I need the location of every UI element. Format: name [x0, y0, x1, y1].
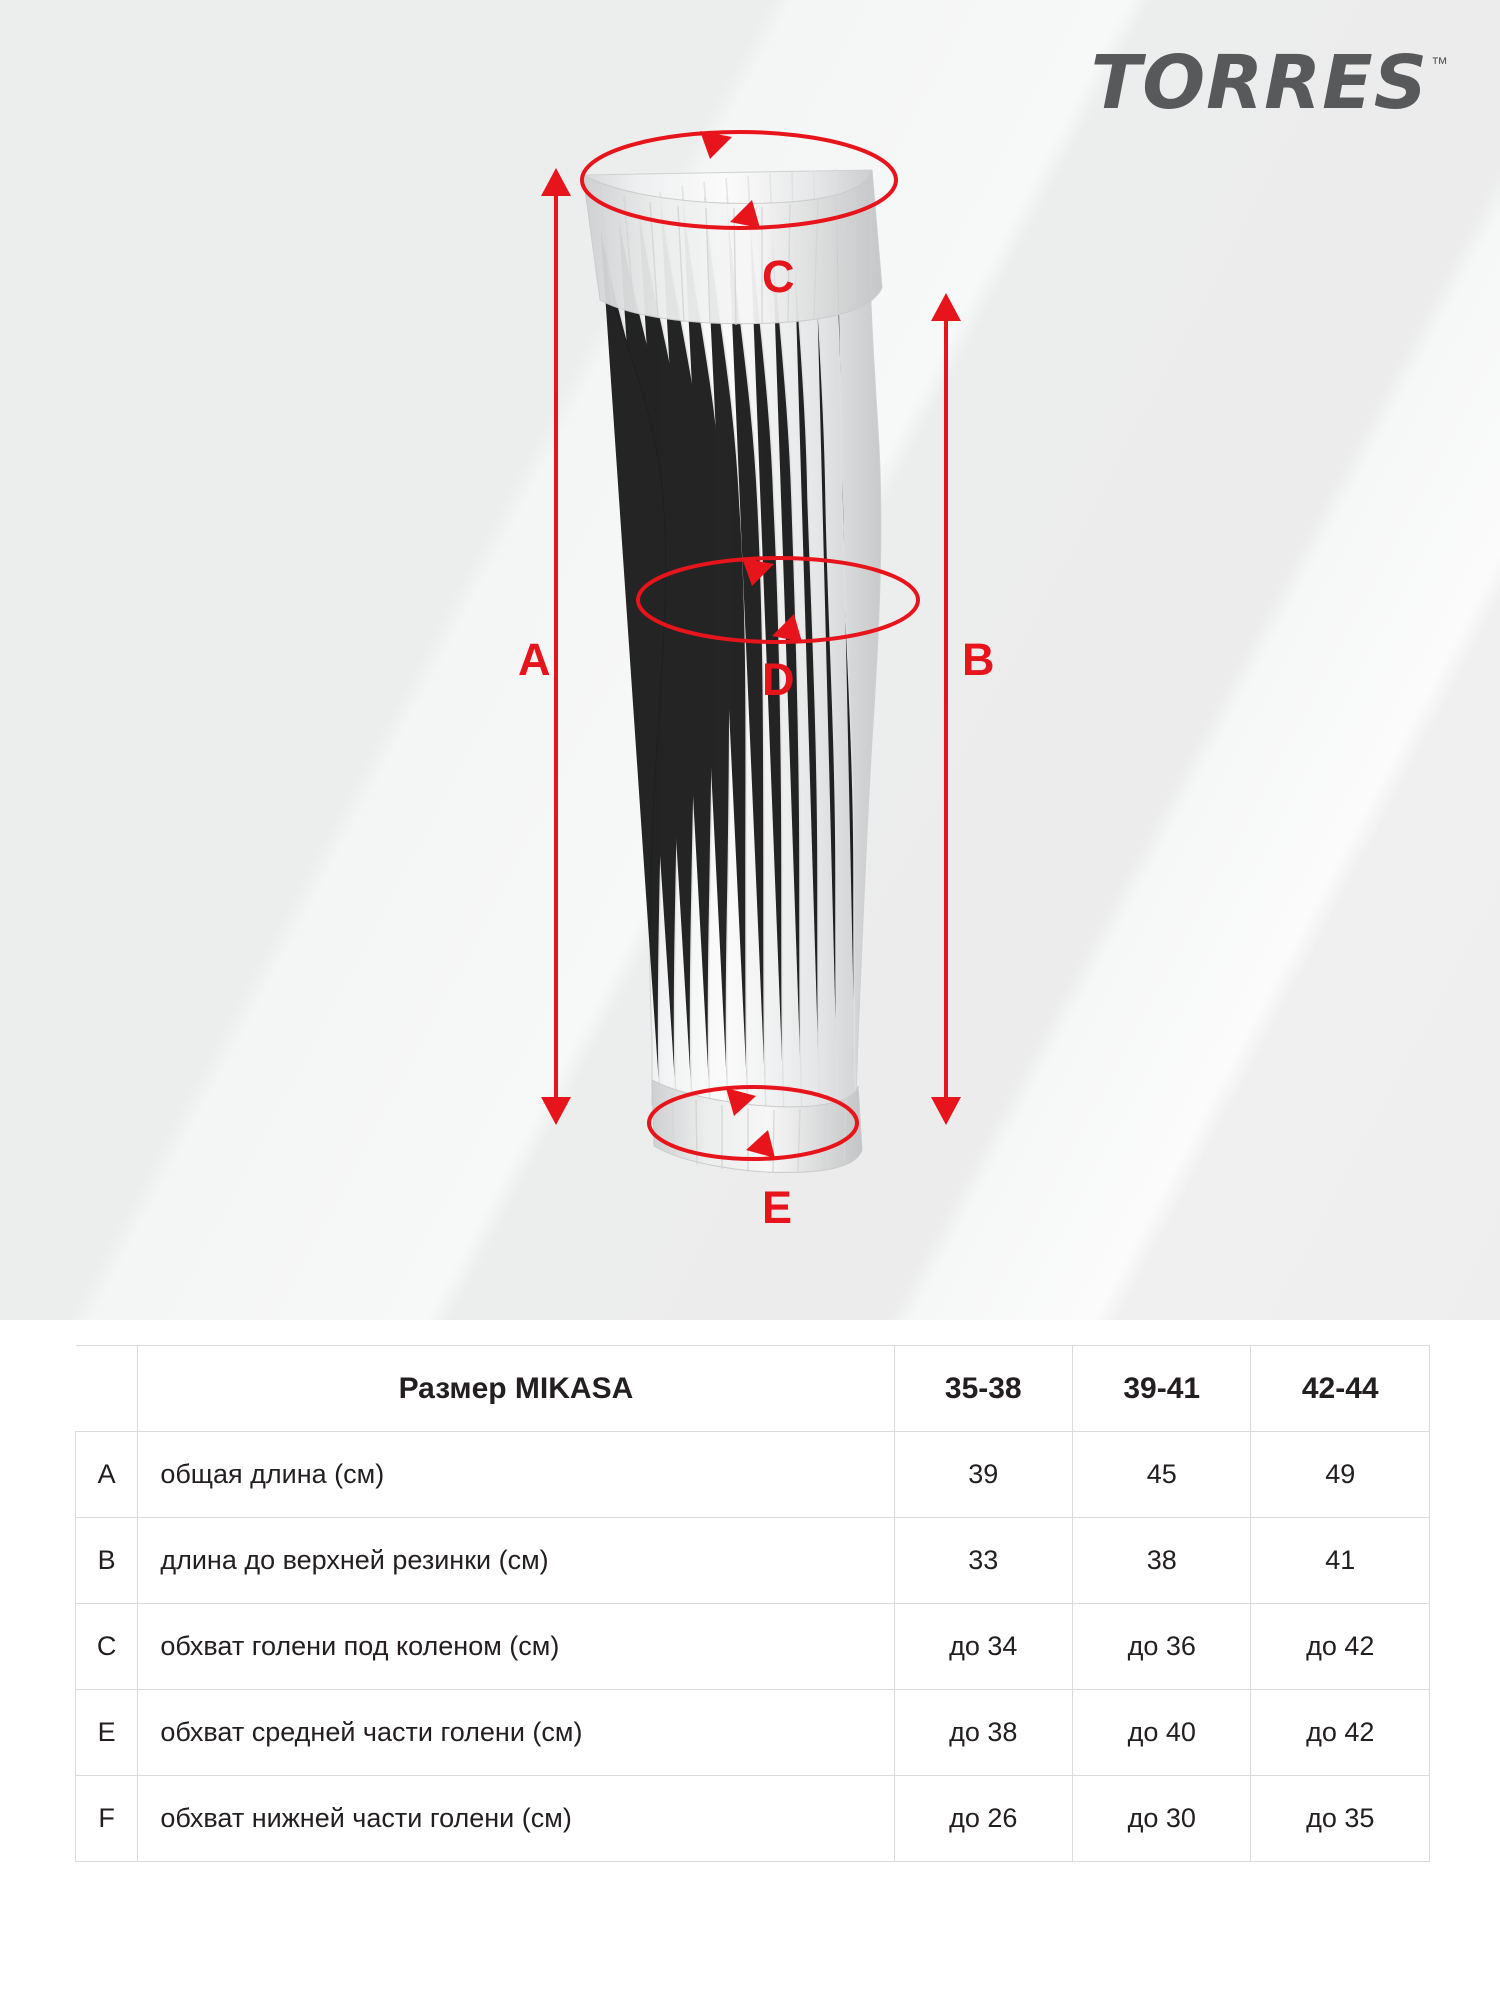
size-table	[75, 1345, 1430, 1862]
trademark-symbol: ™	[1431, 54, 1448, 73]
row-value-2: 45	[1073, 1432, 1251, 1518]
dimension-label-c: C	[762, 251, 795, 302]
header-title-cell: Размер MIKASA	[138, 1346, 894, 1432]
row-key: A	[76, 1432, 138, 1518]
row-value-2: 38	[1073, 1518, 1251, 1604]
row-key: F	[76, 1776, 138, 1862]
table-row	[76, 1432, 1430, 1518]
table-row	[76, 1776, 1430, 1862]
header-size-1: 35-38	[894, 1346, 1072, 1432]
dimension-line-b	[931, 293, 961, 1125]
row-key: C	[76, 1604, 138, 1690]
row-value-1: 39	[894, 1432, 1072, 1518]
dimension-label-a: A	[518, 634, 551, 685]
row-value-1: до 38	[894, 1690, 1072, 1776]
row-value-2: до 36	[1073, 1604, 1251, 1690]
row-key: E	[76, 1690, 138, 1776]
row-desc: длина до верхней резинки (см)	[138, 1518, 894, 1604]
row-value-2: до 40	[1073, 1690, 1251, 1776]
row-value-1: до 26	[894, 1776, 1072, 1862]
header-key-cell	[76, 1346, 138, 1432]
row-value-1: 33	[894, 1518, 1072, 1604]
table-row	[76, 1604, 1430, 1690]
row-value-2: до 30	[1073, 1776, 1251, 1862]
row-value-3: до 35	[1251, 1776, 1430, 1862]
row-desc: общая длина (см)	[138, 1432, 894, 1518]
row-desc: обхват голени под коленом (см)	[138, 1604, 894, 1690]
logo-wordmark: TORRES	[1090, 40, 1428, 126]
row-value-3: до 42	[1251, 1690, 1430, 1776]
row-key: B	[76, 1518, 138, 1604]
table-header-row	[76, 1346, 1430, 1432]
row-desc: обхват средней части голени (см)	[138, 1690, 894, 1776]
dimension-label-e: E	[762, 1182, 793, 1233]
size-table-area	[0, 1320, 1500, 2000]
dimension-label-b: B	[962, 634, 995, 685]
header-size-3: 42-44	[1251, 1346, 1430, 1432]
row-desc: обхват нижней части голени (см)	[138, 1776, 894, 1862]
table-row	[76, 1690, 1430, 1776]
dimension-label-d: D	[762, 654, 795, 705]
row-value-1: до 34	[894, 1604, 1072, 1690]
sock-body	[583, 169, 882, 1173]
row-value-3: 49	[1251, 1432, 1430, 1518]
row-value-3: до 42	[1251, 1604, 1430, 1690]
table-row	[76, 1518, 1430, 1604]
header-size-2: 39-41	[1073, 1346, 1251, 1432]
row-value-3: 41	[1251, 1518, 1430, 1604]
